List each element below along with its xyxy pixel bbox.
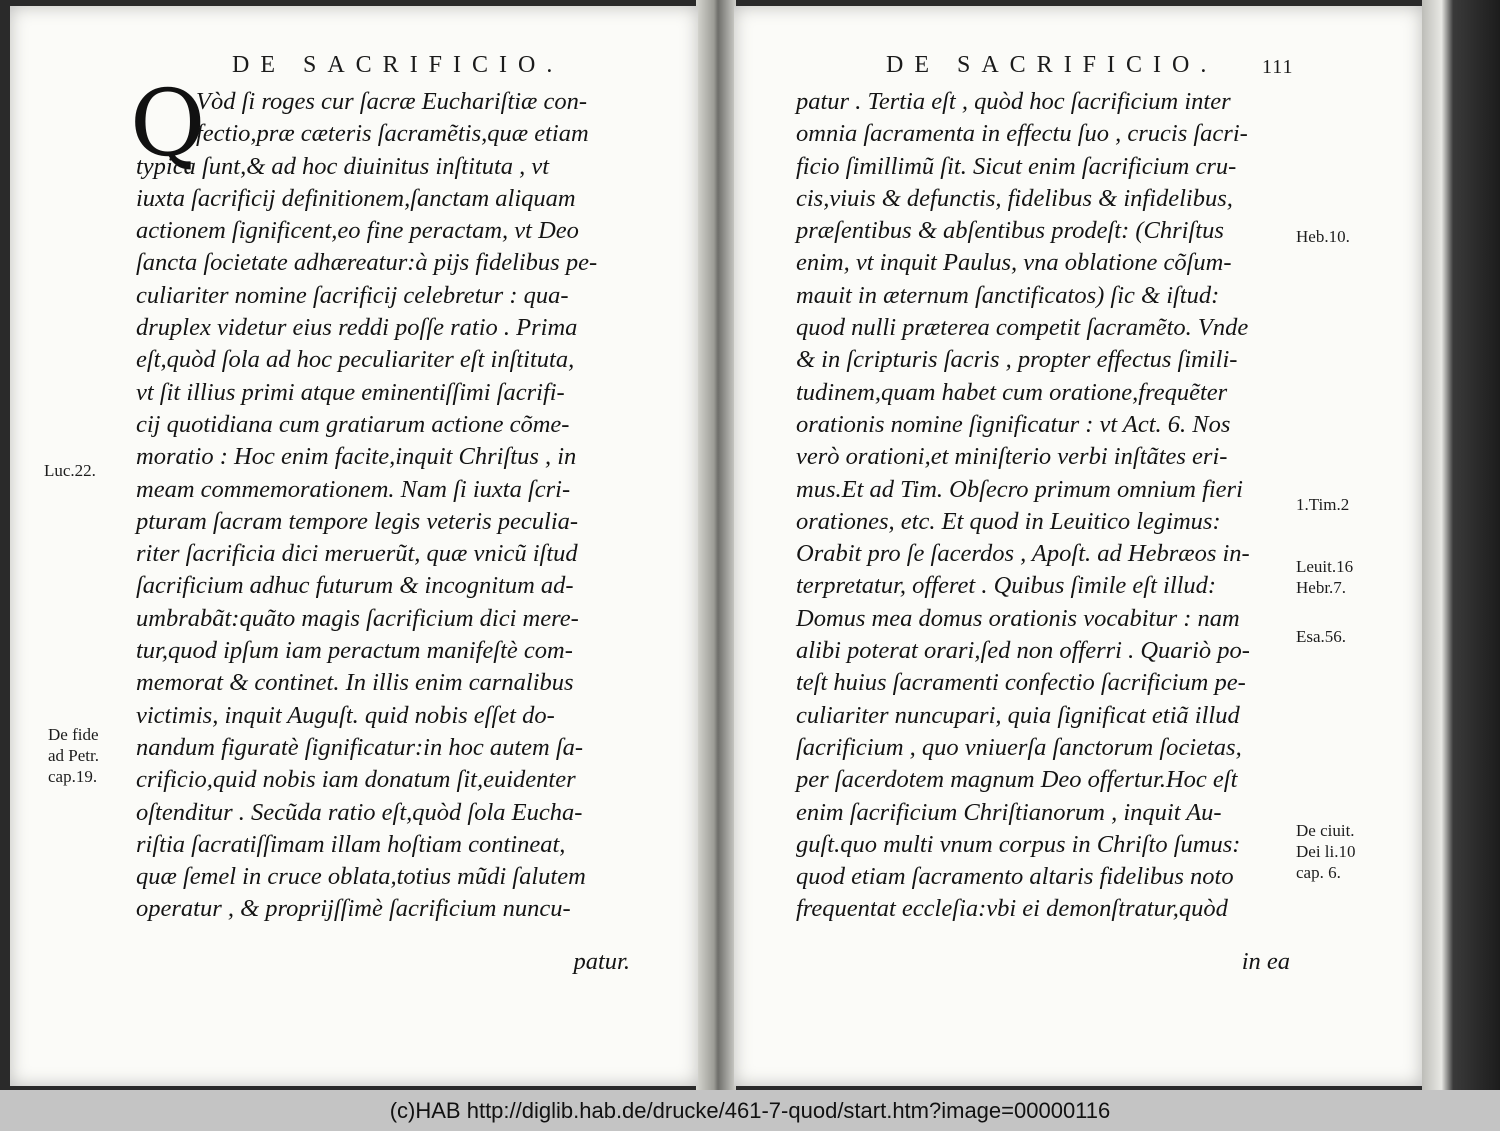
marginal-line: Luc.22.: [44, 461, 96, 480]
right-text-body: [796, 86, 1290, 926]
text-line: præſentibus & abſentibus prodeſt: (Chriſtus: [796, 217, 1224, 245]
text-line: fectio,præ cæteris ſacramẽtis,quæ etiam: [196, 120, 589, 148]
marginal-line: Dei li.10: [1296, 842, 1356, 861]
text-line: moratio : Hoc enim facite,inquit Chriſtus , in: [136, 443, 577, 471]
marginal-note-deciuit: [1296, 820, 1356, 883]
text-line: riſtia ſacratiſſimam illam hoſtiam contineat,: [136, 830, 566, 858]
text-line: frequentat eccleſia:vbi ei demonſtratur,quòd: [796, 895, 1228, 923]
book-gutter: [696, 0, 736, 1090]
catchword: in ea: [1241, 948, 1290, 975]
marginal-line: cap. 6.: [1296, 863, 1341, 882]
text-line: victimis, inquit Auguſt. quid nobis eſſet do-: [136, 701, 555, 729]
text-line: omnia ſacramenta in effectu ſuo , crucis ſacri-: [796, 120, 1248, 148]
text-line: terpretatur, offeret . Quibus ſimile eſt illud:: [796, 572, 1217, 600]
text-line: nandum figuratè ſignificatur:in hoc autem ſa-: [136, 733, 584, 761]
text-line: mus.Et ad Tim. Obſecro primum omnium fieri: [796, 475, 1243, 503]
left-text-first-lines: [196, 86, 626, 151]
text-line: ſacrificium adhuc futurum & incognitum ad-: [136, 572, 574, 600]
right-catchword: [1214, 946, 1290, 978]
marginal-line: Hebr.7.: [1296, 578, 1347, 597]
text-line: alibi poterat orari,ſed non offerri . Quariò po-: [796, 637, 1250, 665]
text-line: oſtenditur . Secũda ratio eſt,quòd ſola Eucha-: [136, 798, 583, 826]
marginal-note-heb: [1296, 226, 1350, 247]
folio-number: 111: [1262, 56, 1294, 78]
text-line: ficio ſimillimũ ſit. Sicut enim ſacrificium cru-: [796, 152, 1237, 180]
text-line: culiariter nomine ſacrificij celebretur : qua-: [136, 281, 569, 309]
marginal-note-defide: [48, 724, 99, 787]
right-page: [734, 6, 1422, 1086]
text-line: pturam ſacram tempore legis veteris peculia-: [136, 507, 579, 535]
text-line: enim ſacrificium Chriſtianorum , inquit Au-: [796, 798, 1222, 826]
text-line: operatur , & proprijſſimè ſacrificium nuncu-: [136, 895, 571, 923]
text-line: typica ſunt,& ad hoc diuinitus inſtituta , vt: [136, 152, 550, 180]
marginal-line: De fide: [48, 725, 99, 744]
text-line: quod etiam ſacramento altaris fidelibus noto: [796, 863, 1234, 891]
text-line: vt ſit illius primi atque eminentiſſimi ſacrifi-: [136, 378, 565, 406]
left-page: [10, 6, 698, 1086]
copyright-footer: [0, 1090, 1500, 1131]
text-line: tudinem,quam habet cum oratione,frequẽter: [796, 378, 1228, 406]
text-line: verò orationi,et miniſterio verbi inſtãtes eri-: [796, 443, 1228, 471]
text-line: memorat & continet. In illis enim carnalibus: [136, 669, 574, 697]
text-line: ſacrificium , quo vniuerſa ſanctorum ſocietas,: [796, 733, 1242, 761]
text-line: iuxta ſacrificij definitionem,ſanctam aliquam: [136, 184, 576, 212]
text-line: cis,viuis & defunctis, fidelibus & infidelibus,: [796, 184, 1233, 212]
text-line: teſt huius ſacramenti confectio ſacrificium pe-: [796, 669, 1246, 697]
text-line: & in ſcripturis ſacris , propter effectus ſimili-: [796, 346, 1238, 374]
marginal-line: Esa.56.: [1296, 627, 1347, 646]
text-line: Orabit pro ſe ſacerdos , Apoſt. ad Hebræos in-: [796, 540, 1250, 568]
marginal-note-tim: [1296, 494, 1349, 515]
text-line: cij quotidiana cum gratiarum actione cõme-: [136, 410, 570, 438]
text-line: druplex videtur eius reddi poſſe ratio . Prima: [136, 314, 578, 342]
text-line: enim, vt inquit Paulus, vna oblatione cõſum-: [796, 249, 1232, 277]
text-line: quæ ſemel in cruce oblata,totius mũdi ſalutem: [136, 863, 586, 891]
text-line: eſt,quòd ſola ad hoc peculiariter eſt inſtituta,: [136, 346, 575, 374]
text-line: per ſacerdotem magnum Deo offertur.Hoc eſt: [796, 766, 1238, 794]
marginal-line: Heb.10.: [1296, 227, 1350, 246]
marginal-note-luc: [44, 460, 96, 481]
left-catchword: [550, 946, 630, 978]
text-line: crificio,quid nobis iam donatum ſit,euidenter: [136, 766, 576, 794]
marginal-line: Leuit.16: [1296, 557, 1354, 576]
text-line: orationes, etc. Et quod in Leuitico legimus:: [796, 507, 1221, 535]
left-running-head: DE SACRIFICIO.: [232, 52, 564, 78]
text-line: guſt.quo multi vnum corpus in Chriſto ſumus:: [796, 830, 1241, 858]
marginal-line: 1.Tim.2: [1296, 495, 1350, 514]
marginal-note-leuit: [1296, 556, 1353, 598]
text-line: orationis nomine ſignificatur : vt Act. 6. Nos: [796, 410, 1231, 438]
marginal-note-esa: [1296, 626, 1346, 647]
text-line: tur,quod ipſum iam peractum manifeſtè com-: [136, 637, 573, 665]
text-line: culiariter nuncupari, quia ſignificat etiã illud: [796, 701, 1240, 729]
text-line: riter ſacrificia dici meruerũt, quæ vnicũ iſtud: [136, 540, 578, 568]
left-text-body: [136, 151, 626, 926]
copyright-text: (c)HAB http://diglib.hab.de/drucke/461-7-quod/start.htm?image=00000116: [389, 1097, 1111, 1123]
text-line: Vòd ſi roges cur ſacræ Euchariſtiæ con-: [196, 88, 588, 115]
text-line: ſancta ſocietate adhæreatur:à pijs fidelibus pe-: [136, 249, 598, 277]
catchword: patur.: [573, 948, 630, 975]
marginal-line: ad Petr.: [48, 746, 99, 765]
right-running-head: DE SACRIFICIO.: [886, 52, 1218, 78]
marginal-line: cap.19.: [48, 767, 98, 786]
text-line: meam commemorationem. Nam ſi iuxta ſcri-: [136, 475, 571, 503]
marginal-line: De ciuit.: [1296, 821, 1355, 840]
text-line: patur . Tertia eſt , quòd hoc ſacrificium inter: [796, 88, 1231, 115]
drop-cap: Q: [130, 70, 206, 177]
text-line: quod nulli præterea competit ſacramẽto. Vnde: [796, 314, 1249, 342]
text-line: Domus mea domus orationis vocabitur : nam: [796, 604, 1240, 632]
text-line: mauit in æternum ſanctificatos) ſic & iſtud:: [796, 281, 1220, 309]
text-line: umbrabãt:quãto magis ſacrificium dici mere-: [136, 604, 579, 632]
book-edge: [1422, 0, 1500, 1090]
text-line: actionem ſignificent,eo fine peractam, vt Deo: [136, 217, 579, 245]
